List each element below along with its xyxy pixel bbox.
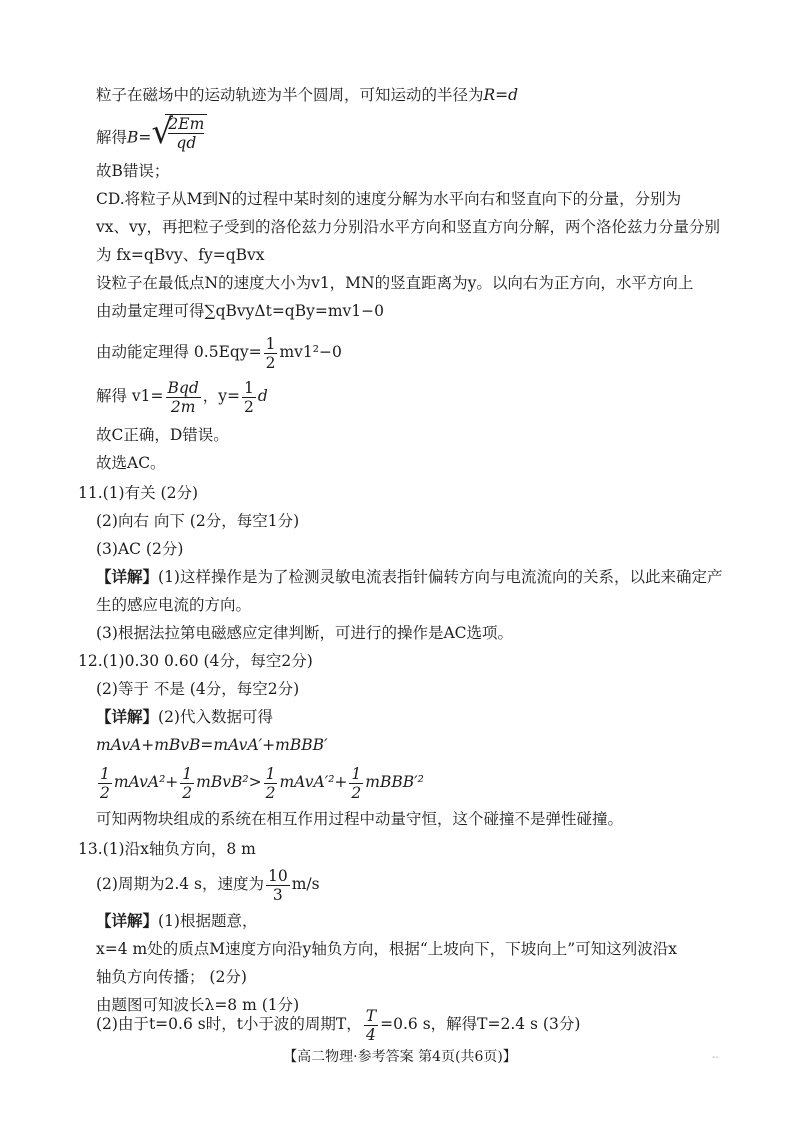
formula-v1: 解得 v1= $\frac{\text{Bqd}}{2m}$ ，y= $\frac{1}{2}$ d — [96, 378, 268, 416]
text-line: 设粒子在最低点N的速度大小为v1，MN的竖直距离为y。以向右为正方向，水平方向上 — [96, 274, 694, 292]
text-line: 可知两物块组成的系统在相互作用过程中动量守恒，这个碰撞不是弹性碰撞。 — [96, 810, 624, 828]
question-13-answer: 13.(1)沿x轴负方向，8 m — [78, 840, 256, 858]
formula-B: 解得B= √ $\frac{2Em}{qd}$ — [96, 114, 207, 158]
formula-energy: 由动能定理得 0.5Eqy= $\frac{1}{2}$ mv1²−0 — [96, 334, 342, 372]
text-line: 由题图可知波长λ=8 m (1分) — [96, 996, 300, 1014]
text-line: (3)AC (2分) — [96, 540, 184, 558]
text-line: 故选AC。 — [96, 454, 166, 472]
page-footer: 【高二物理·参考答案 第4页(共6页)】 — [283, 1049, 517, 1065]
energy-inequality: $\frac{1}{2}$ mAvA²+ $\frac{1}{2}$ mBvB²> $\frac{1}{2}$ mAvA′²+ $\frac{1}{2}$ mBBB′² — [100, 764, 424, 802]
text-line: (3)根据法拉第电磁感应定律判断，可进行的操作是AC选项。 — [96, 624, 514, 642]
text-line: (2)等于 不是 (4分，每空2分) — [96, 680, 300, 698]
explanation-line: 【详解】(1)根据题意， — [96, 911, 258, 930]
text-line: 粒子在磁场中的运动轨迹为半个圆周，可知运动的半径为R=d — [96, 86, 519, 104]
question-11-answer: 11.(1)有关 (2分) — [78, 484, 198, 502]
text-line: x=4 m处的质点M速度方向沿y轴负方向，根据“上坡向下，下坡向上”可知这列波沿x — [96, 940, 677, 958]
text-line: (2)向右 向下 (2分，每空1分) — [96, 512, 300, 530]
momentum-equation: mAvA+mBvB=mAvA′+mBBB′ — [96, 736, 328, 754]
explanation-line: 【详解】(2)代入数据可得 — [96, 707, 273, 726]
explanation-line: 【详解】(1)这样操作是为了检测灵敏电流表指针偏转方向与电流流向的关系，以此来确定产 — [96, 567, 723, 586]
text-line: 由动量定理可得∑qBvyΔt=qBy=mv1−0 — [96, 302, 385, 320]
page-marks: -- — [712, 1052, 719, 1063]
formula-period: (2)由于t=0.6 s时，t小于波的周期T， $\frac{T}{4}$ =0.6 s，解得T=2.4 s (3分) — [96, 1006, 581, 1044]
text-line: 轴负方向传播； (2分) — [96, 968, 247, 986]
text-line: 故B错误； — [96, 162, 170, 180]
text-line: CD.将粒子从M到N的过程中某时刻的速度分解为水平向右和竖直向下的分量，分别为 — [96, 190, 682, 208]
question-12-answer: 12.(1)0.30 0.60 (4分，每空2分) — [78, 652, 313, 670]
text-line: 故C正确，D错误。 — [96, 426, 229, 444]
formula-period-speed: (2)周期为2.4 s，速度为 $\frac{10}{3}$ m/s — [96, 866, 320, 904]
text-line: vx、vy，再把粒子受到的洛伦兹力分别沿水平方向和竖直方向分解，两个洛伦兹力分量分别 — [96, 218, 721, 236]
text-line: 为 fx=qBvy、fy=qBvx — [96, 246, 265, 264]
text-line: 生的感应电流的方向。 — [96, 596, 252, 614]
